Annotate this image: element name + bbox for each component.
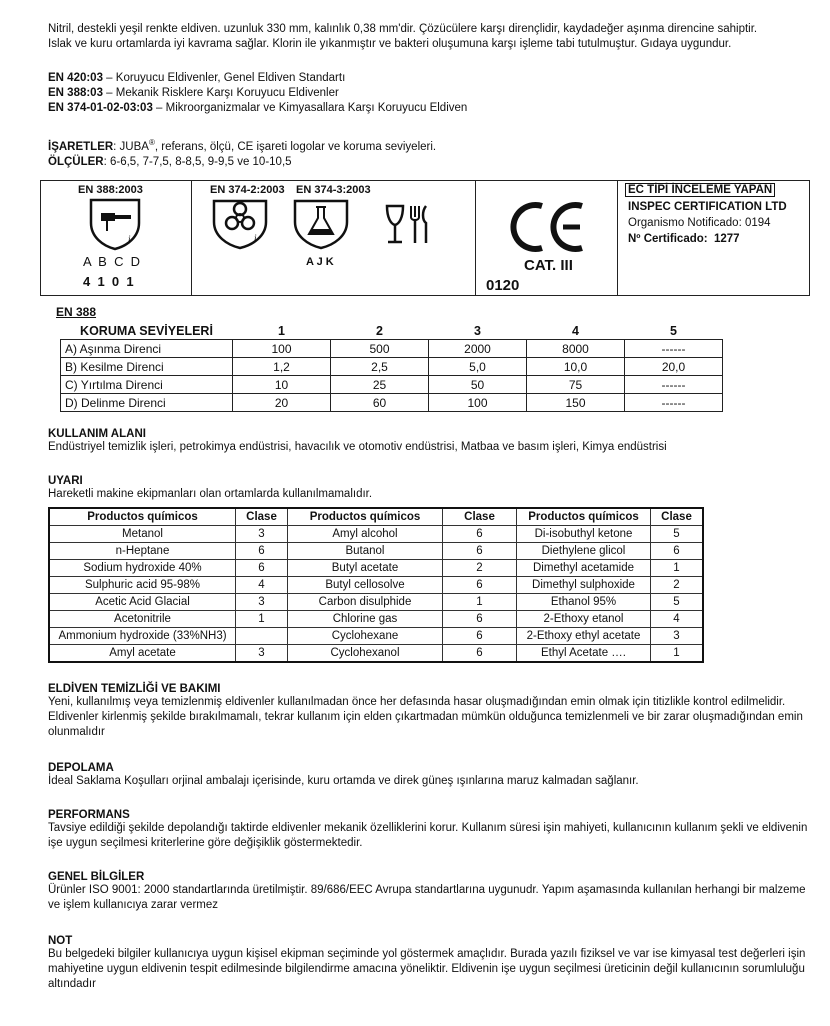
table-cell xyxy=(236,628,288,645)
table-cell: Dimethyl sulphoxide xyxy=(517,577,651,594)
warning-section xyxy=(48,475,818,502)
table-cell: Cyclohexanol xyxy=(288,645,443,663)
table-cell: Cyclohexane xyxy=(288,628,443,645)
header-cell: 1 xyxy=(278,323,285,338)
header-cell: Productos químicos xyxy=(288,508,443,526)
table-row xyxy=(49,611,703,628)
table-row xyxy=(61,376,723,394)
en388-label: EN 388:2003 xyxy=(78,184,143,196)
section-text: Yeni, kullanılmış veya temizlenmiş eldivenler kullanılmadan önce her defasında hasar oluşmadığından emin olmak için titizlikle kontrol edilmelidir. xyxy=(48,696,786,708)
certificate-number: Nº Certificado: 1277 xyxy=(628,233,740,245)
table-cell: 5 xyxy=(651,594,704,611)
table-cell: 3 xyxy=(651,628,704,645)
table-cell: 50 xyxy=(429,376,527,394)
table-cell: Butyl cellosolve xyxy=(288,577,443,594)
table-cell: C) Yırtılma Direnci xyxy=(61,376,233,394)
table-cell: 4 xyxy=(651,611,704,628)
table-cell: 1 xyxy=(236,611,288,628)
section-text: mahiyetine uygun eldivenin tespit edilmesinde bilgilendirme amacına yöneliktir. Eldivenin işe uygun seçilmesi üreticinin değil kullanıcının sorumluluğu xyxy=(48,963,805,975)
standard-item: EN 388:03 – Mekanik Risklere Karşı Koruyucu Eldivenler xyxy=(48,87,339,99)
section-text: Hareketli makine ekipmanları olan ortamlarda kullanılmamalıdır. xyxy=(48,488,373,500)
table-cell: Acetonitrile xyxy=(49,611,236,628)
food-safe-icon xyxy=(382,203,434,247)
table-cell: 75 xyxy=(527,376,625,394)
table-cell: D) Delinme Direnci xyxy=(61,394,233,412)
standard-item: EN 374-01-02-03:03 – Mikroorganizmalar ve Kimyasallara Karşı Koruyucu Eldiven xyxy=(48,102,468,114)
table-cell: 1 xyxy=(651,645,704,663)
table-cell: 500 xyxy=(331,340,429,358)
table-cell: 6 xyxy=(236,560,288,577)
table-cell: 1,2 xyxy=(233,358,331,376)
table-row xyxy=(61,394,723,412)
svg-text:i: i xyxy=(254,233,257,243)
section-heading: KULLANIM ALANI xyxy=(48,428,146,440)
table-cell: Butanol xyxy=(288,543,443,560)
storage-section xyxy=(48,762,818,789)
table-cell: 1 xyxy=(443,594,517,611)
table-cell: 6 xyxy=(443,526,517,543)
ec-examination-cell xyxy=(618,181,809,295)
table-cell: 6 xyxy=(443,645,517,663)
section-heading: DEPOLAMA xyxy=(48,762,114,774)
ce-cell xyxy=(476,181,618,295)
table-cell: 6 xyxy=(236,543,288,560)
section-text: olunmalıdır xyxy=(48,726,105,738)
intro-line-1: Nitril, destekli yeşil renkte eldiven. uzunluk 330 mm, kalınlık 0,38 mm'dir. Çözücülere karşı dirençlidir, kaydadeğer aşınma direncine sahiptir. xyxy=(48,23,758,35)
table-cell: Diethylene glicol xyxy=(517,543,651,560)
table-cell: Metanol xyxy=(49,526,236,543)
table-cell: 20,0 xyxy=(625,358,723,376)
table-cell: 2-Ethoxy etanol xyxy=(517,611,651,628)
section-text: altındadır xyxy=(48,978,96,990)
svg-text:i: i xyxy=(128,234,131,244)
ec-title: EC TİPİ İNCELEME YAPAN xyxy=(625,183,775,197)
table-row xyxy=(49,560,703,577)
header-cell: KORUMA SEVİYELERİ xyxy=(80,323,213,338)
table-cell: 3 xyxy=(236,526,288,543)
table-cell: 20 xyxy=(233,394,331,412)
en388-levels: 4 1 0 1 xyxy=(83,274,134,289)
table-header-row xyxy=(49,508,703,526)
table-cell: 8000 xyxy=(527,340,625,358)
table-cell: 25 xyxy=(331,376,429,394)
table-cell: Carbon disulphide xyxy=(288,594,443,611)
section-text: İdeal Saklama Koşulları orjinal ambalajı içerisinde, kuru ortamda ve direk güneş ışınlarına maruz kalmadan sağlanır. xyxy=(48,775,639,787)
table-cell: 3 xyxy=(236,594,288,611)
table-cell: Ethanol 95% xyxy=(517,594,651,611)
chemicals-table xyxy=(48,507,704,663)
table-cell: 5 xyxy=(651,526,704,543)
en374-2-label: EN 374-2:2003 xyxy=(210,184,285,196)
category-label: CAT. III xyxy=(524,257,573,274)
en388-cell xyxy=(41,181,192,295)
table-cell: 6 xyxy=(443,611,517,628)
table-cell: 60 xyxy=(331,394,429,412)
ce-mark-icon xyxy=(506,201,588,253)
table-cell: Sulphuric acid 95-98% xyxy=(49,577,236,594)
table-cell: 2,5 xyxy=(331,358,429,376)
usage-section xyxy=(48,428,818,455)
section-text: işe uygun seçilmesi kriterlerine göre değişiklik göstermektedir. xyxy=(48,837,363,849)
table-cell: 10 xyxy=(233,376,331,394)
notified-organism: Organismo Notificado: 0194 xyxy=(628,217,771,229)
table-cell: ------ xyxy=(625,376,723,394)
protection-levels-table xyxy=(60,322,723,412)
note-section xyxy=(48,935,818,992)
table-cell: n-Heptane xyxy=(49,543,236,560)
table-cell: 100 xyxy=(233,340,331,358)
table-cell: Sodium hydroxide 40% xyxy=(49,560,236,577)
section-heading: UYARI xyxy=(48,475,83,487)
table-cell: A) Aşınma Direnci xyxy=(61,340,233,358)
table-cell: 1 xyxy=(651,560,704,577)
table-cell: Acetic Acid Glacial xyxy=(49,594,236,611)
table-cell: Amyl alcohol xyxy=(288,526,443,543)
table-cell: 2-Ethoxy ethyl acetate xyxy=(517,628,651,645)
table-row xyxy=(49,577,703,594)
table-cell: 6 xyxy=(651,543,704,560)
section-heading: PERFORMANS xyxy=(48,809,130,821)
header-cell: Clase xyxy=(443,508,517,526)
en374-3-label: EN 374-3:2003 xyxy=(296,184,371,196)
table-cell: ------ xyxy=(625,394,723,412)
table-cell: Amyl acetate xyxy=(49,645,236,663)
standards-list xyxy=(48,71,467,116)
table-row xyxy=(61,358,723,376)
flask-shield-icon xyxy=(291,198,351,250)
table-cell: 2 xyxy=(443,560,517,577)
table-cell: Ethyl Acetate …. xyxy=(517,645,651,663)
table-row xyxy=(49,645,703,663)
table-header-row xyxy=(61,322,723,340)
table-row xyxy=(49,526,703,543)
intro xyxy=(48,22,818,52)
section-text: Endüstriyel temizlik işleri, petrokimya endüstrisi, havacılık ve otomotiv endüstrisi, Matbaa ve basım işleri, Kimya endüstrisi xyxy=(48,441,667,453)
table-cell: 6 xyxy=(443,577,517,594)
section-heading: ELDİVEN TEMİZLİĞİ VE BAKIMI xyxy=(48,683,221,695)
intro-line-2: Islak ve kuru ortamlarda iyi kavrama sağlar. Klorin ile yıkanmıştır ve bakteri oluşumuna karşı işleme tabi tutulmuştur. Gıdaya uygundur. xyxy=(48,38,732,50)
en374-3-levels: A J K xyxy=(306,256,334,268)
table-cell: Ammonium hydroxide (33%NH3) xyxy=(49,628,236,645)
markings xyxy=(48,135,436,170)
table-cell: 6 xyxy=(443,543,517,560)
table-cell: 3 xyxy=(236,645,288,663)
header-cell: Clase xyxy=(651,508,704,526)
table-cell: Butyl acetate xyxy=(288,560,443,577)
section-text: Bu belgedeki bilgiler kullanıcıya uygun kişisel ekipman seçiminde yol göstermek amaçlıdır. Burada yazılı fiziksel ve var ise kimyasal test değerleri işin xyxy=(48,948,806,960)
table-cell: 4 xyxy=(236,577,288,594)
header-cell: 4 xyxy=(572,323,579,338)
general-info-section xyxy=(48,871,818,913)
table-cell: 2 xyxy=(651,577,704,594)
header-cell: Productos químicos xyxy=(49,508,236,526)
header-cell: Clase xyxy=(236,508,288,526)
table-cell: Di-isobuthyl ketone xyxy=(517,526,651,543)
table-cell: Chlorine gas xyxy=(288,611,443,628)
table-cell: 6 xyxy=(443,628,517,645)
header-cell: Productos químicos xyxy=(517,508,651,526)
notified-body-number: 0120 xyxy=(486,277,520,294)
table-cell: ------ xyxy=(625,340,723,358)
certification-body: INSPEC CERTIFICATION LTD xyxy=(628,201,787,213)
cleaning-section xyxy=(48,683,818,740)
header-cell: 3 xyxy=(474,323,481,338)
en388-letters: A B C D xyxy=(83,254,141,269)
standard-item: EN 420:03 – Koruyucu Eldivenler, Genel Eldiven Standartı xyxy=(48,72,346,84)
markings-line: İŞARETLER: JUBA®, referans, ölçü, CE işareti logolar ve koruma seviyeleri. xyxy=(48,138,437,153)
section-text: ve işlem kullanıcıya zarar vermez xyxy=(48,899,218,911)
section-heading: GENEL BİLGİLER xyxy=(48,871,145,883)
table-row xyxy=(61,340,723,358)
header-cell: 5 xyxy=(670,323,677,338)
biohazard-shield-icon xyxy=(210,198,270,250)
section-text: Tavsiye edildiği şekilde depolandığı taktirde eldivenler mekanik özelliklerini korur. Kullanım süresi işin mahiyeti, kullanıcının kullanım şekli ve eldivenin xyxy=(48,822,808,834)
table-cell: 100 xyxy=(429,394,527,412)
table-cell: 2000 xyxy=(429,340,527,358)
section-text: Eldivenler kirlenmiş şekilde bırakılmamalı, tekrar kullanım için elden çıkartmadan mümkün olduğunca temizlenmeli ve bir zarar oluşmadığından emin xyxy=(48,711,803,723)
section-text: Ürünler ISO 9001: 2000 standartlarında üretilmiştir. 89/686/EEC Avrupa standartlarına uygunudr. Yapım aşamasında kullanılan herhangi bir malzeme xyxy=(48,884,806,896)
table-cell: 10,0 xyxy=(527,358,625,376)
header-cell: 2 xyxy=(376,323,383,338)
sizes-line: ÖLÇÜLER: 6-6,5, 7-7,5, 8-8,5, 9-9,5 ve 10-10,5 xyxy=(48,155,292,168)
table-row xyxy=(49,543,703,560)
table-cell: 150 xyxy=(527,394,625,412)
en374-cell xyxy=(192,181,476,295)
table-cell: 5,0 xyxy=(429,358,527,376)
performance-section xyxy=(48,809,818,851)
table-cell: B) Kesilme Direnci xyxy=(61,358,233,376)
section-heading: NOT xyxy=(48,935,73,947)
table-row xyxy=(49,594,703,611)
certification-box xyxy=(40,180,810,296)
hammer-shield-icon xyxy=(87,197,143,251)
table-row xyxy=(49,628,703,645)
protection-table-title: EN 388 xyxy=(56,305,97,319)
table-cell: Dimethyl acetamide xyxy=(517,560,651,577)
